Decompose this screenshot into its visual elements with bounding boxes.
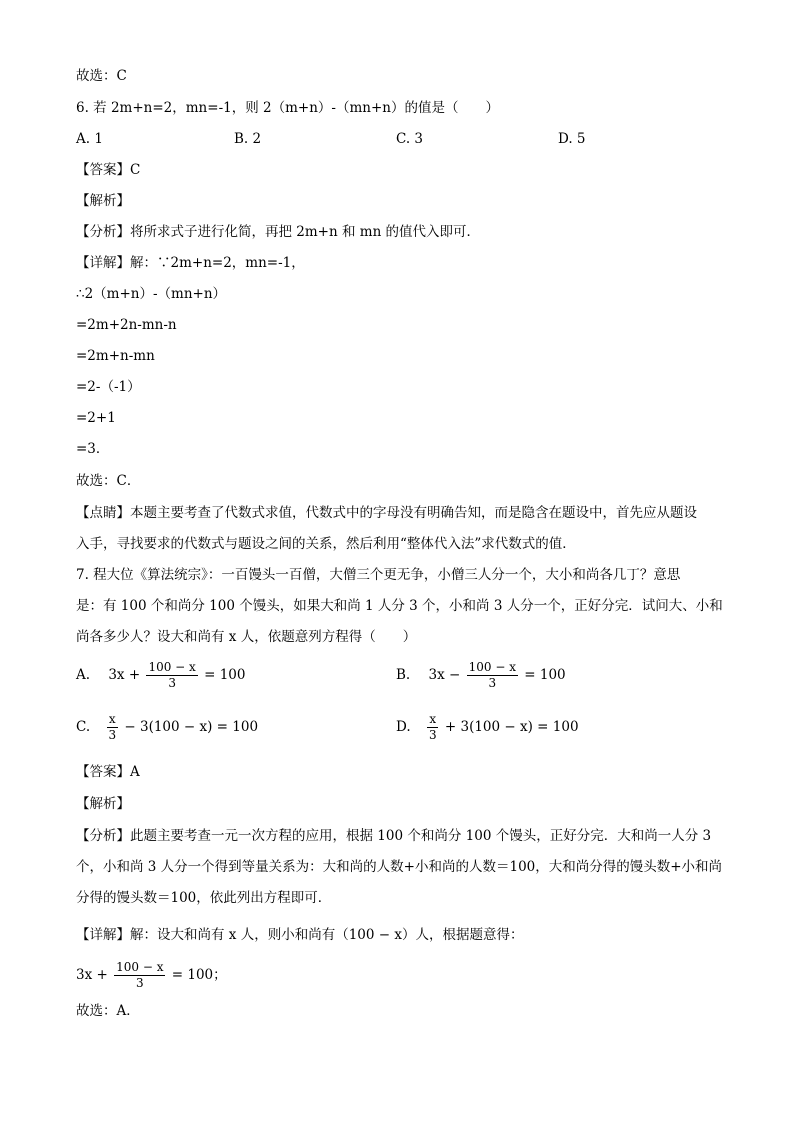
numerator: 100 − x <box>148 660 196 674</box>
numerator: x <box>108 712 116 726</box>
q6-choice: 故选：C． <box>76 473 141 489</box>
q6-answer: 【答案】C <box>76 162 141 178</box>
q7-detail: 【详解】解：设大和尚有 x 人，则小和尚有（100 − x）人，根据题意得： <box>76 927 524 943</box>
numerator: 100 − x <box>468 660 516 674</box>
q7-option-c <box>76 712 258 743</box>
q7-answer: 【答案】A <box>76 764 140 780</box>
equation-part: − 3(100 − x) = 100 <box>124 719 259 735</box>
q6-analysis-label: 【解析】 <box>76 193 130 209</box>
q6-step: =3． <box>76 441 110 457</box>
equation-part: 3x + <box>76 967 108 983</box>
equation-part: = 100 <box>204 667 246 683</box>
question-6-stem: 6. 若 2m+n=2，mn=-1，则 2（m+n）-（mn+n）的值是（ ） <box>76 100 499 116</box>
equation-part: 3x + <box>108 667 141 683</box>
q6-option-a: A. 1 <box>76 131 103 147</box>
q7-option-d <box>396 712 579 743</box>
q7-fenxi-line-2: 个，小和尚 3 人分一个得到等量关系为：大和尚的人数+小和尚的人数＝100，大和尚分得的馒头数+小和尚 <box>76 859 723 875</box>
q7-solution-equation <box>76 960 227 991</box>
numerator: 100 − x <box>116 960 164 974</box>
previous-answer: 故选：C <box>76 68 127 84</box>
equation-part: = 100 <box>524 667 566 683</box>
q7-option-a <box>76 660 245 691</box>
denominator: 3 <box>428 728 437 742</box>
denominator: 3 <box>135 976 144 990</box>
numerator: x <box>429 712 437 726</box>
q7-fenxi-line-3: 分得的馒头数＝100，依此列出方程即可． <box>76 890 332 906</box>
q6-detail: 【详解】解：∵2m+n=2，mn=-1， <box>76 255 305 271</box>
fraction <box>467 660 518 691</box>
q6-option-c: C. 3 <box>396 131 424 147</box>
q7-fenxi-line-1: 【分析】此题主要考查一元一次方程的应用，根据 100 个和尚分 100 个馒头，正好分完．大和尚一人分 3 <box>76 828 712 844</box>
q7-option-b <box>396 660 566 691</box>
question-7-stem-line-1: 7. 程大位《算法统宗》：一百馒头一百僧，大僧三个更无争，小僧三人分一个，大小和尚各几丁？意思 <box>76 567 681 583</box>
q6-option-b: B. 2 <box>234 131 262 147</box>
denominator: 3 <box>168 676 176 690</box>
option-label: D. <box>396 719 411 735</box>
q6-option-d: D. 5 <box>558 131 586 147</box>
option-label: B. <box>396 667 411 683</box>
q6-comment-line-1: 【点睛】本题主要考查了代数式求值，代数式中的字母没有明确告知，而是隐含在题设中，首先应从题设 <box>76 505 697 521</box>
question-7-stem-line-3: 尚各多少人？设大和尚有 x 人，依题意列方程得（ ） <box>76 629 417 645</box>
q6-step: =2m+n-mn <box>76 348 155 364</box>
fraction <box>106 712 118 743</box>
q6-step: =2-（-1） <box>76 379 141 395</box>
equation-part: 3x − <box>428 667 461 683</box>
q6-step: =2m+2n-mn-n <box>76 317 177 333</box>
q6-fenxi: 【分析】将所求式子进行化简，再把 2m+n 和 mn 的值代入即可． <box>76 224 481 240</box>
denominator: 3 <box>488 676 497 690</box>
fraction <box>146 660 197 691</box>
q7-analysis-label: 【解析】 <box>76 796 130 812</box>
q7-choice: 故选：A． <box>76 1003 140 1019</box>
equation-part: + 3(100 − x) = 100 <box>444 719 579 735</box>
equation-part: = 100； <box>171 967 227 983</box>
question-7-stem-line-2: 是：有 100 个和尚分 100 个馒头，如果大和尚 1 人分 3 个，小和尚 3 人分一个，正好分完．试问大、小和 <box>76 598 723 614</box>
option-label: A. <box>76 667 91 683</box>
q6-step: =2+1 <box>76 410 116 426</box>
q6-step: ∴2（m+n）-（mn+n） <box>76 286 227 302</box>
option-label: C. <box>76 719 91 735</box>
fraction <box>114 960 165 991</box>
q6-comment-line-2: 入手，寻找要求的代数式与题设之间的关系，然后利用“整体代入法”求代数式的值． <box>76 536 576 552</box>
denominator: 3 <box>108 728 117 742</box>
fraction <box>427 712 439 743</box>
